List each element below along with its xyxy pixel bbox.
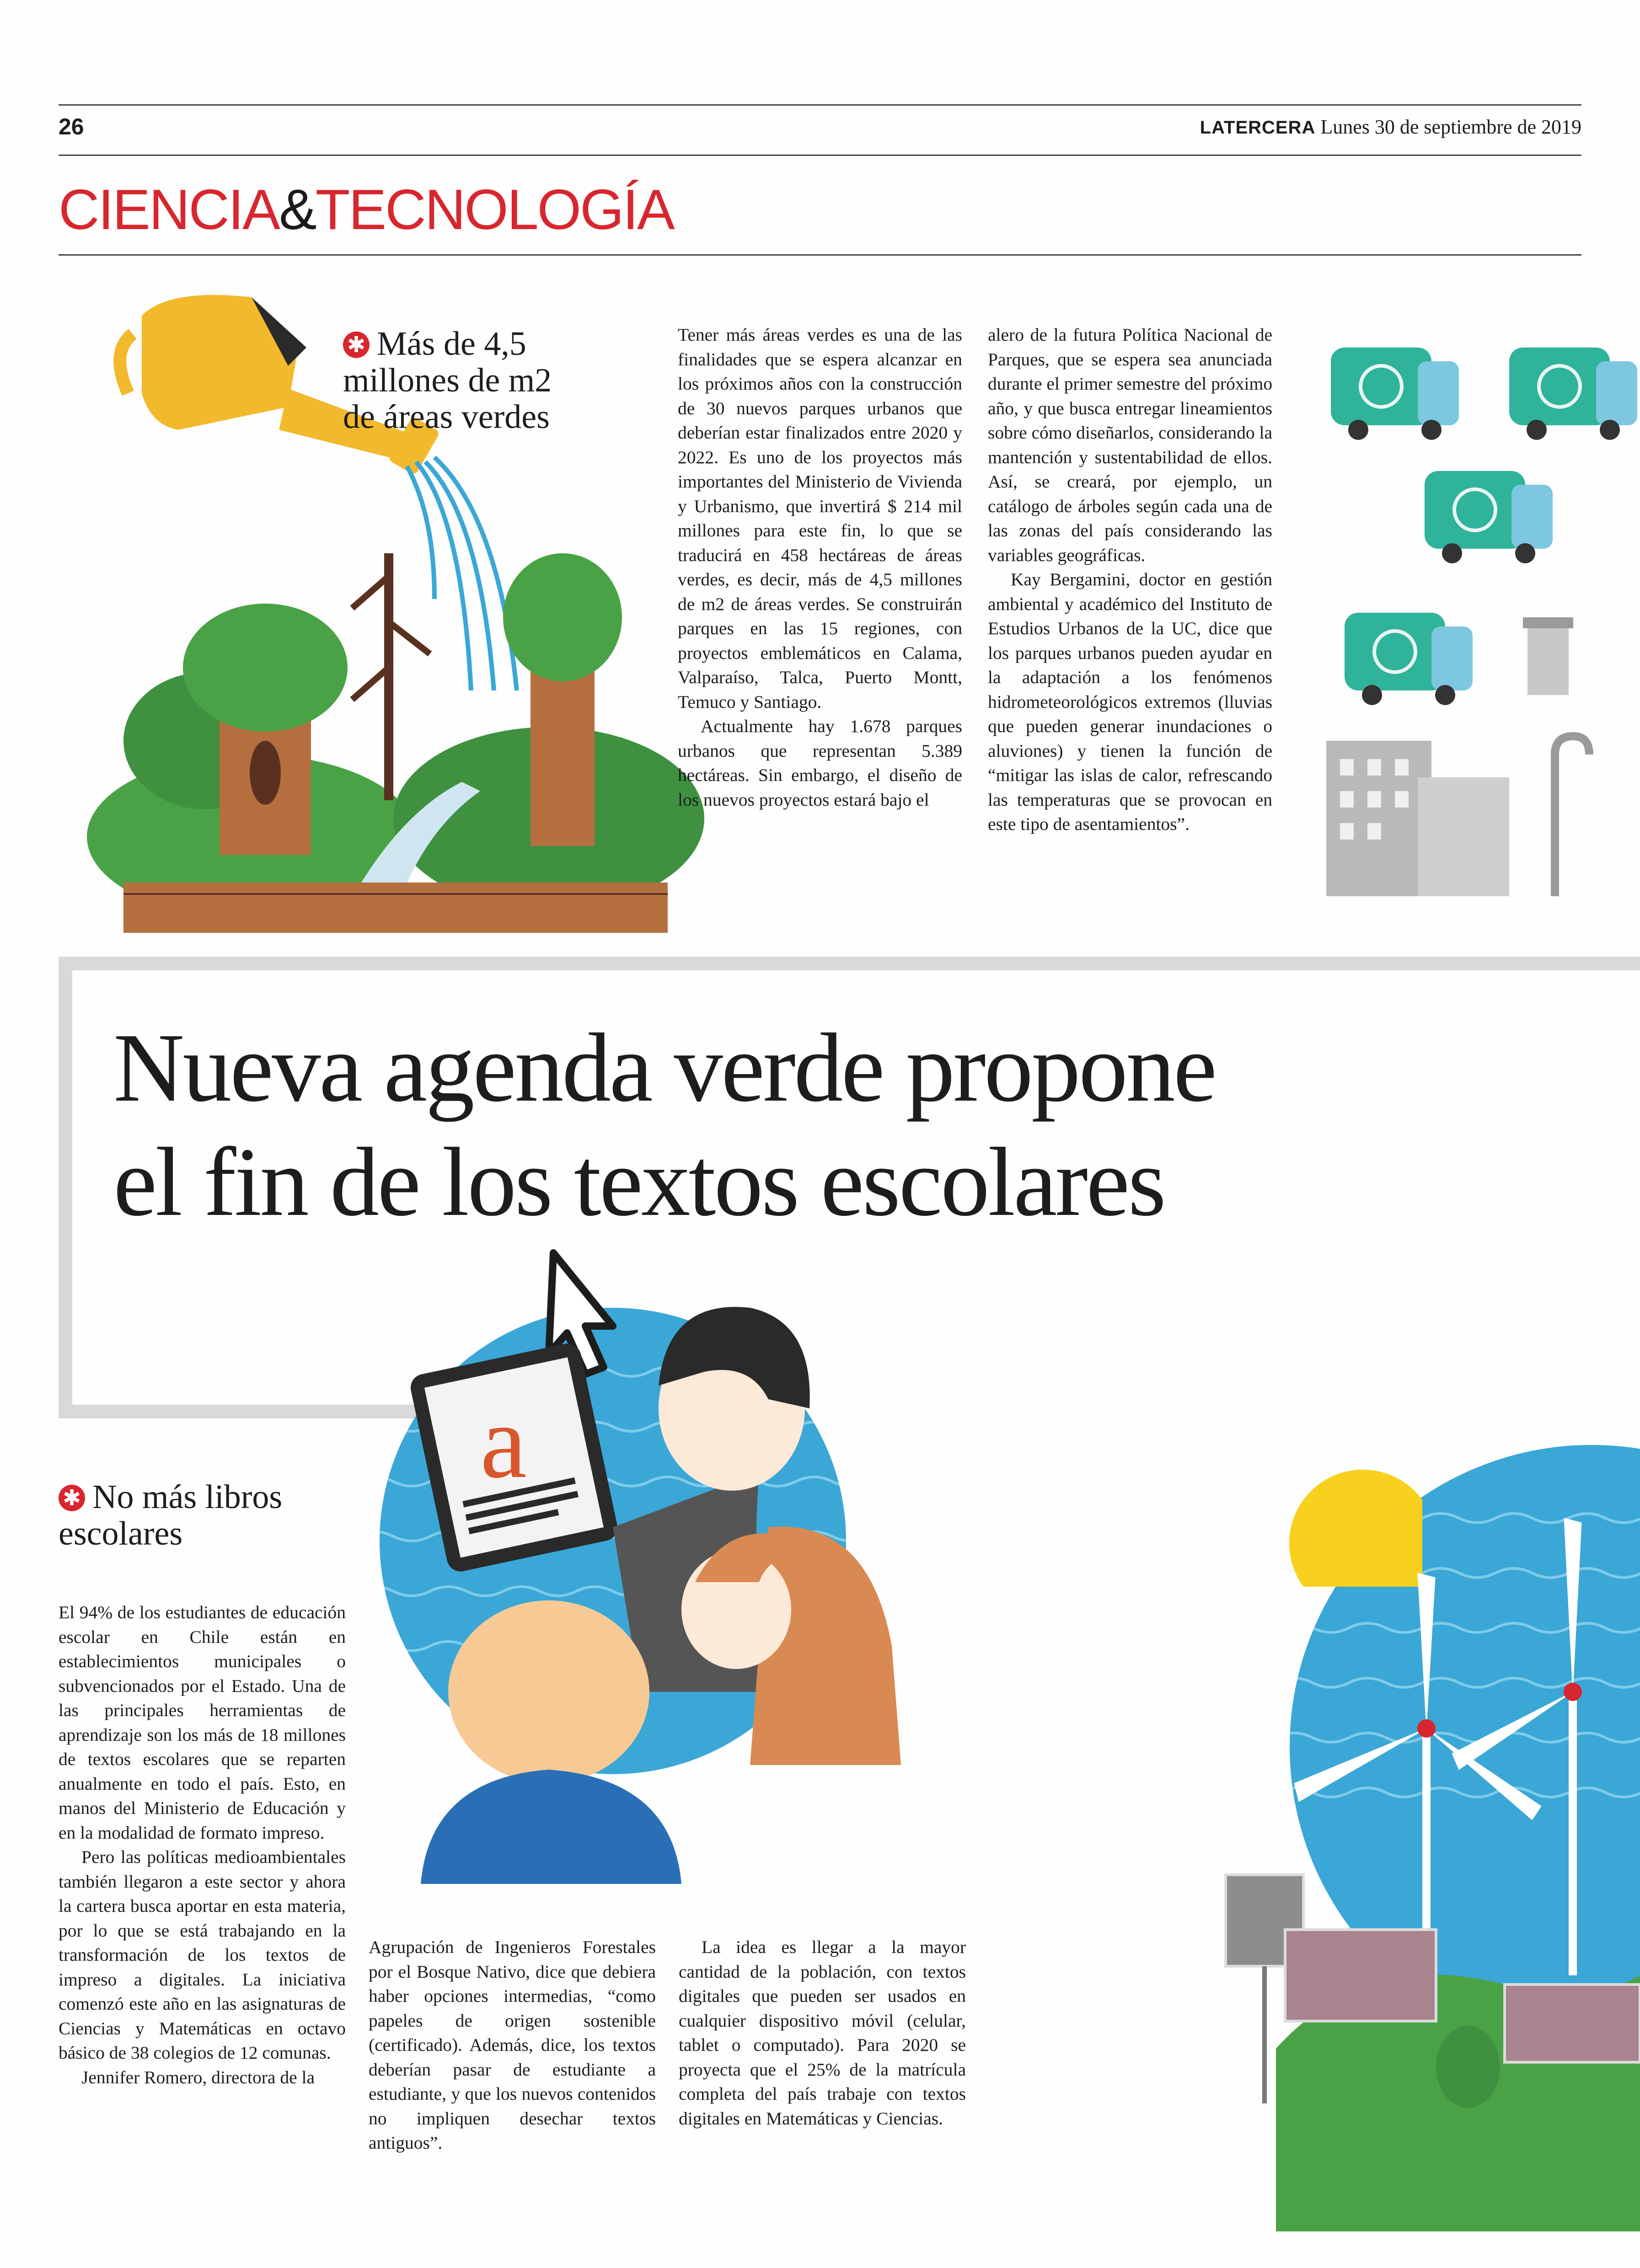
- building-icon: [1326, 741, 1509, 896]
- masthead: [1200, 115, 1581, 139]
- books-col1-paragraph-3: Jennifer Romero, directora de la: [81, 2067, 315, 2087]
- parks-col2-paragraph-1: alero de la futura Política Nacional de Parques, que se espera sea anunciada durante el primer semestre del próximo año, y que busca entregar lineamientos sobre cómo diseñarlos, considerando la mantención y sustentabilidad de ellos. Así, se creará, por ejemplo, un catálogo de árboles según cada una de las zonas del país considerando las variables geográficas.: [988, 325, 1272, 565]
- books-kicker-line1: No más libros: [92, 1478, 283, 1516]
- books-col1-paragraph-1: El 94% de los estudiantes de educación escolar en Chile están en establecimientos municipales o subvencionados por el Estado. Una de las principales herramientas de aprendizaje son los más de 18 millones de textos escolares que se reparten anualmente en todo el país. Esto, en manos del Ministerio de Educación y en la modalidad de formato impreso.: [59, 1602, 346, 1843]
- parks-kicker-line3: de áreas verdes: [343, 398, 550, 436]
- waste-icons-illustration: [1326, 329, 1640, 905]
- books-column-2: [369, 1935, 656, 2156]
- header-rule-bottom: [59, 155, 1581, 156]
- solar-panel-2: [1285, 1930, 1436, 2021]
- tablet-letter: a: [480, 1383, 527, 1500]
- parks-col1-paragraph-1: Tener más áreas verdes es una de las finalidades que se espera alcanzar en los próximos años con la construcción de 30 nuevos parques urbanos que deberían estar finalizados entre 2020 y 2022. Es uno de los proyectos más importantes del Ministerio de Vivienda y Urbanismo, que invertirá $ 214 mil millones para este fin, lo que se traducirá en 458 hectáreas de áreas verdes, es decir, más de 4,5 millones de m2 de áreas verdes. Se construirán parques en las 15 regiones, con proyectos emblemáticos en Calama, Valparaíso, Talca, Puerto Montt, Temuco y Santiago.: [678, 325, 962, 712]
- street-lamp-icon: [1555, 736, 1589, 896]
- headline-frame-top: [59, 957, 1640, 970]
- books-col3-paragraph-1: La idea es llegar a la mayor cantidad de la población, con textos digitales que pueden ser usados en cualquier dispositivo móvil (celular, tablet o computado). Para 2020 se proyecta que el 25% de la matrícula completa del país trabaje con textos digitales en Matemáticas y Ciencias.: [679, 1937, 966, 2129]
- star-badge-icon: ✱: [59, 1485, 85, 1511]
- parks-kicker-line1: Más de 4,5: [377, 325, 526, 363]
- books-column-1: [59, 1600, 346, 2090]
- headline-line-2: el fin de los textos escolares: [113, 1127, 1165, 1236]
- parks-column-1: [678, 323, 962, 812]
- garbage-truck-3: [1425, 471, 1553, 563]
- trash-can-icon: [1523, 617, 1573, 695]
- parks-col2-paragraph-2: Kay Bergamini, doctor en gestión ambiental y académico del Instituto de Estudios Urbanos de la UC, dice que los parques urbanos pueden ayudar en la adaptación a los fenómenos hidrometeorológicos extremos (lluvias que pueden generar inundaciones o aluviones) y tienen la función de “mitigar las islas de calor, refrescando las temperaturas que se provocan en este tipo de asentamientos”.: [988, 569, 1272, 834]
- headline-frame-left: [59, 957, 72, 1418]
- section-title-part1: CIENCIA: [59, 178, 279, 241]
- sun-icon: [1289, 1470, 1422, 1587]
- header-rule-top: [59, 104, 1581, 106]
- books-col2-paragraph-1: Agrupación de Ingenieros Forestales por el Bosque Nativo, dice que debiera haber opciones intermedias, “como papeles de origen sostenible (certificado). Además, dice, los textos deberían pasar de estudiante a estudiante, y que los nuevos contenidos no impliquen desechar textos antiguos”.: [369, 1937, 656, 2153]
- books-kicker-line2: escolares: [59, 1515, 183, 1552]
- section-title-part2: TECNOLOGÍA: [315, 178, 674, 241]
- books-col1-paragraph-2: Pero las políticas medioambientales también llegaron a este sector y ahora la cartera busca aportar en esta materia, por lo que se está trabajando en la transformación de los textos de impreso a digitales. La iniciativa comenzó este año en las asignaturas de Ciencias y Matemáticas en octavo básico de 38 colegios de 12 comunas.: [59, 1847, 346, 2063]
- solar-panel-3: [1505, 1984, 1640, 2062]
- main-headline: [113, 1011, 1531, 1239]
- issue-date: Lunes 30 de septiembre de 2019: [1320, 116, 1581, 138]
- garbage-truck-4: [1345, 613, 1473, 705]
- section-title: [59, 177, 674, 242]
- parks-kicker: [343, 326, 654, 435]
- parks-column-2: [988, 323, 1272, 837]
- books-column-3: [679, 1935, 966, 2131]
- students-tablet-illustration: [357, 1235, 997, 1884]
- page-number: 26: [59, 114, 84, 139]
- books-kicker: [59, 1479, 379, 1552]
- garbage-truck-2: [1509, 348, 1637, 440]
- newspaper-brand: LATERCERA: [1200, 118, 1316, 138]
- section-rule: [59, 254, 1581, 256]
- parks-col1-paragraph-2: Actualmente hay 1.678 parques urbanos que representan 5.389 hectáreas. Sin embargo, el diseño de los nuevos proyectos estará bajo el: [678, 716, 962, 810]
- parks-kicker-line2: millones de m2: [343, 362, 552, 399]
- wind-solar-illustration: [1184, 1381, 1640, 2231]
- headline-line-1: Nueva agenda verde propone: [113, 1013, 1216, 1122]
- star-badge-icon: ✱: [343, 332, 370, 358]
- garbage-truck-1: [1331, 348, 1459, 440]
- section-title-amp: &: [279, 178, 316, 241]
